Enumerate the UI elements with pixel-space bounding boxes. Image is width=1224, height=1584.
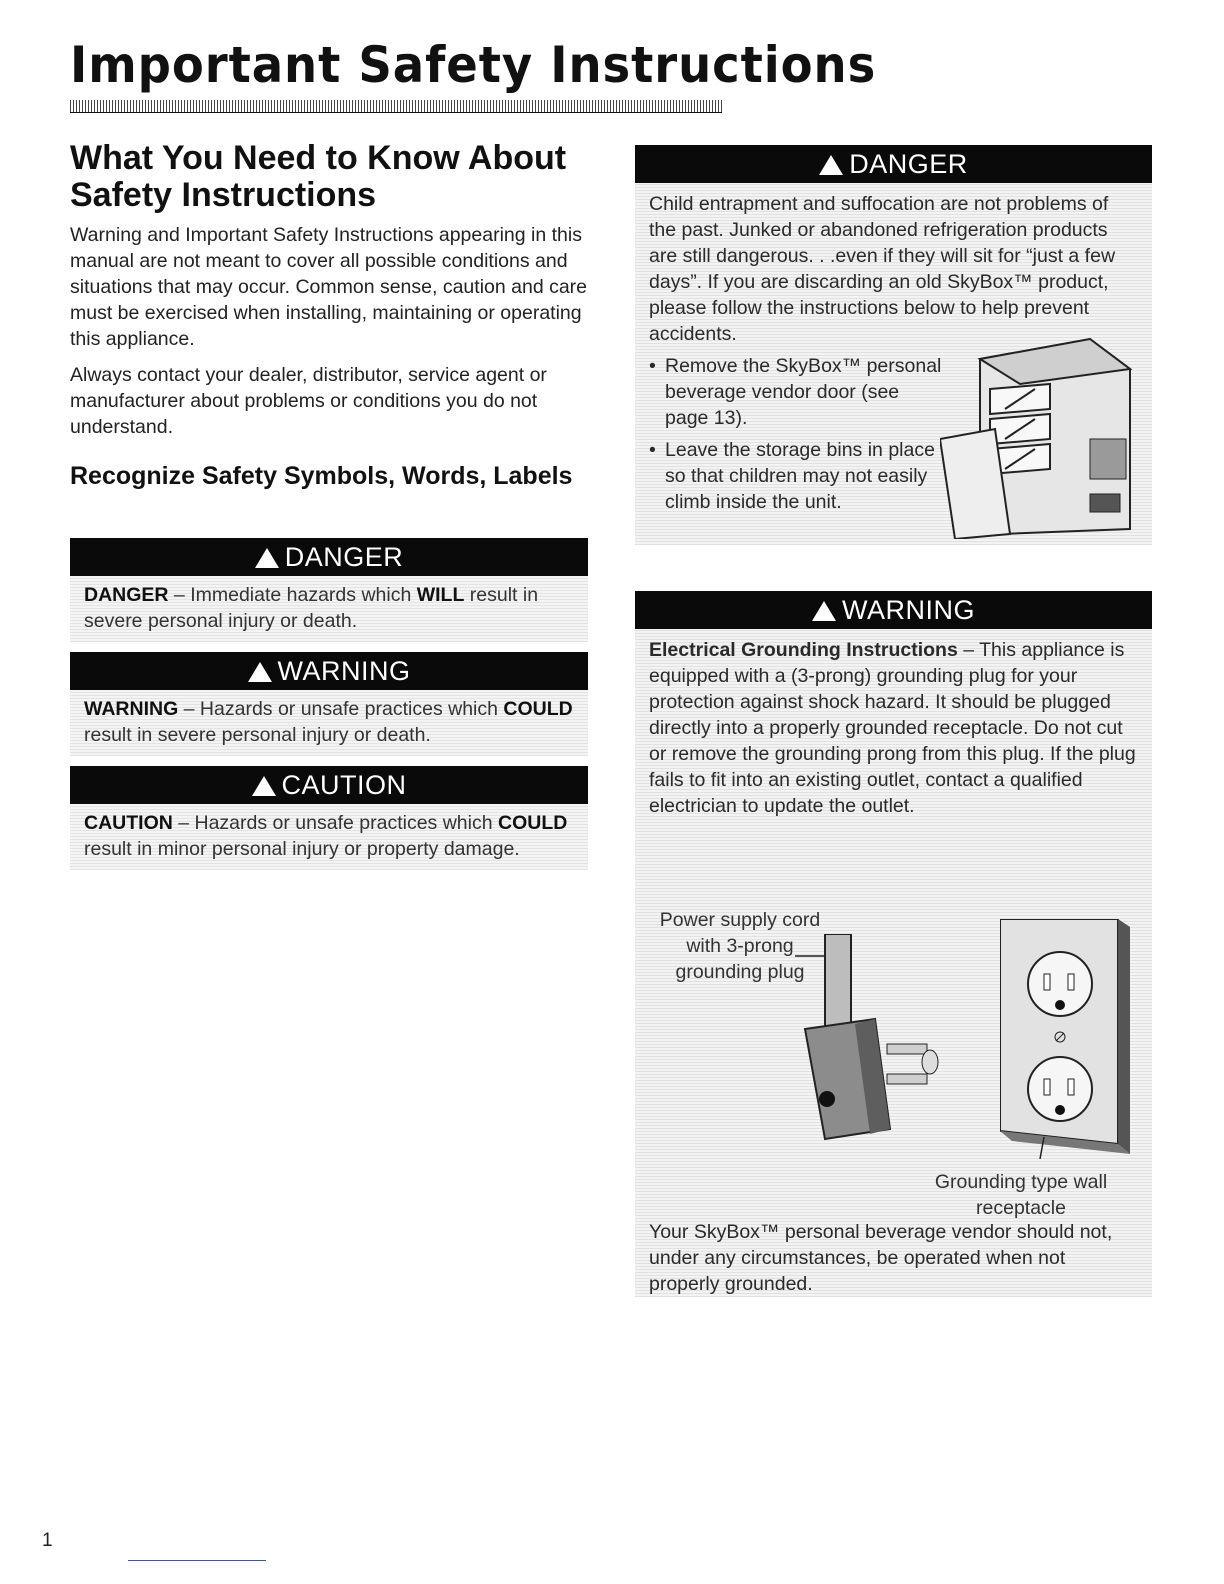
caution-signal-box — [70, 766, 588, 870]
alert-triangle-icon — [812, 601, 836, 621]
danger-bar — [70, 538, 588, 576]
warning-text-b: result in severe personal injury or death. — [84, 724, 431, 746]
caution-text-b: result in minor personal injury or property damage. — [84, 838, 520, 860]
title-underline — [70, 100, 722, 113]
grounding-body — [635, 629, 1152, 1297]
warning-signal-box — [70, 652, 588, 756]
entrapment-intro: Child entrapment and suffocation are not problems of the past. Junked or abandoned refrigeration products are still dangerous. . .even if they will sit for “just a few days”. If you are discarding an old SkyBox™ product, please follow the instructions below to help prevent accidents. — [649, 193, 1116, 345]
danger-text-a: – Immediate hazards which — [168, 584, 417, 606]
caution-bar — [70, 766, 588, 804]
receptacle-label: Grounding type wall receptacle — [934, 1171, 1108, 1219]
danger-bar-label: DANGER — [849, 148, 968, 179]
contact-paragraph: Always contact your dealer, distributor, service agent or manufacturer about problems or conditions you do not understand. — [70, 364, 547, 438]
step-leave-bins: • Leave the storage bins in place so that children may not easily climb inside the unit. — [665, 439, 935, 513]
alert-triangle-icon — [819, 155, 843, 175]
page-title: Important Safety Instructions — [70, 36, 877, 94]
caution-definition — [70, 804, 588, 870]
grounding-warning-box — [635, 591, 1152, 1297]
entrapment-danger-box — [635, 145, 1152, 545]
page-number: 1 — [42, 1530, 53, 1551]
grounding-lead: Electrical Grounding Instructions — [649, 639, 958, 661]
plug-label: Power supply cord with 3-prong grounding plug — [659, 909, 821, 983]
warning-definition — [70, 690, 588, 756]
alert-triangle-icon — [248, 662, 272, 682]
step-remove-door: • Remove the SkyBox™ personal beverage vendor door (see page 13). — [665, 355, 942, 429]
section-heading: What You Need to Know About Safety Instructions — [70, 139, 567, 214]
wall-receptacle-illustration — [1000, 919, 1140, 1159]
warning-strong: COULD — [503, 698, 573, 720]
grounding-text: – This appliance is equipped with a (3-prong) grounding plug for your protection against shock hazard. It should be plugged directly into a properly grounded receptacle. Do not cut or remove the grounding prong from this plug. If the plug fails to fit into an existing outlet, contact a qualified electrician to update the outlet. — [649, 639, 1136, 817]
danger-bar-label: DANGER — [284, 541, 404, 572]
entrapment-body — [635, 183, 1152, 545]
footer-rule — [128, 1560, 266, 1561]
alert-triangle-icon — [255, 548, 279, 568]
danger-definition — [70, 576, 588, 642]
grounding-plug-illustration — [795, 934, 965, 1154]
caution-word: CAUTION — [84, 812, 173, 834]
caution-strong: COULD — [497, 812, 568, 834]
danger-bar — [635, 145, 1152, 183]
warning-bar — [635, 591, 1152, 629]
warning-bar — [70, 652, 588, 690]
danger-word: DANGER — [84, 584, 169, 606]
symbols-subheading: Recognize Safety Symbols, Words, Labels — [70, 462, 573, 490]
intro-paragraph: Warning and Important Safety Instructions appearing in this manual are not meant to cover all possible conditions and situations that may occur. Common sense, caution and care must be exercised when installing, maintaining or operating this appliance. — [70, 224, 588, 350]
warning-text-a: – Hazards or unsafe practices which — [178, 698, 504, 720]
warning-bar-label: WARNING — [842, 594, 975, 625]
grounding-footer: Your SkyBox™ personal beverage vendor should not, under any circumstances, be operated when not properly grounded. — [649, 1221, 1113, 1295]
vendor-unit-illustration — [940, 329, 1140, 539]
danger-signal-box — [70, 538, 588, 642]
grounding-instructions — [649, 637, 1138, 819]
alert-triangle-icon — [252, 776, 276, 796]
warning-word: WARNING — [84, 698, 179, 720]
danger-strong: WILL — [416, 584, 465, 606]
warning-bar-label: WARNING — [277, 655, 411, 686]
caution-bar-label: CAUTION — [281, 769, 407, 800]
danger-text-b: result in severe personal injury or death. — [84, 584, 539, 632]
caution-text-a: – Hazards or unsafe practices which — [172, 812, 498, 834]
left-column — [70, 140, 588, 492]
